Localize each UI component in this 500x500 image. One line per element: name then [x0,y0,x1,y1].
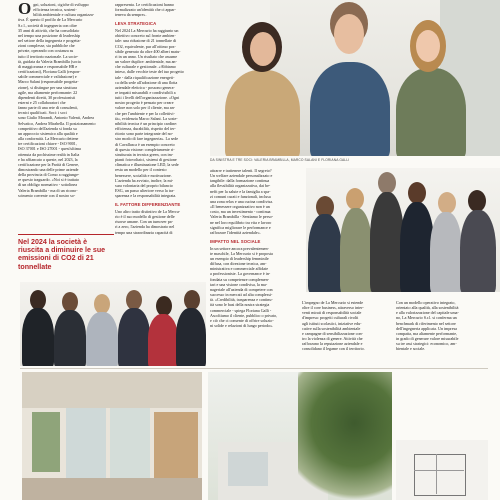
text-line: private, operando con costanza su [18,48,74,54]
text-line: risorse umane. Con un turnover pa- [115,219,173,225]
text-line: climatica e illuminazione LED, la sede [115,162,179,168]
text-line: inteso, dalle vecchie teste del tuo progetto [115,69,184,75]
pull-quote: Nel 2024 la società è riuscita a diminuire le sue emissioni di CO2 di 21 tonnellate [18,238,106,271]
staff-group-photo-right [306,168,500,292]
text-line: certificazioni), Floriana Galli (respon- [18,69,81,75]
text-line: tro la violenza di genere. Attività che [302,336,363,342]
text-line: ottenuta da pochissime realtà in Italia [18,151,80,157]
text-line: nostro progetto è pensato per creare [115,100,174,106]
pull-quote-rule [18,234,114,235]
person-figure [86,312,118,366]
text-line: e ciò che ci consente di offrire soluzio- [210,317,274,323]
text-line: Un welfare aziendale personalizzato e [210,173,273,179]
text-line: Ascoltiamo il cliente, pubblico o privato, [210,312,278,318]
text-line: gni, soluzioni, cigiche di sviluppo [33,2,89,7]
text-line: rio è il suo modello di gestione delle [115,214,175,220]
top-photo-caption: DA SINISTRA E TRE SOCI: VALERIA BRAMBILLA, MARCO SALANI E FLORIANA GALLI [210,158,350,162]
article-column-2 [115,2,207,237]
text-line: 35 anni di attività, che ha consolidato [18,27,80,33]
text-line: tà. «Credibilità, trasparenza e continu- [210,297,273,303]
person-figure [308,214,342,292]
person-head [438,192,456,214]
text-line: nel settore della ingegneria e progetta- [18,38,81,44]
text-line: bilità ambientale e cultura organizza- [33,12,95,18]
text-line: re questo traguardo. «Noi si è trattato [18,177,80,183]
text-line: sparenza e la responsabilità integrata. [115,193,177,199]
text-line: tutto il territorio nazionale. La socie- [18,53,79,59]
person-head [126,290,142,310]
office-interior-photo [22,372,202,500]
text-line: su tre assi strategici: economico, am- [396,341,457,347]
text-line: tangibile: dalla formazione continua [210,178,270,184]
article-column-3 [210,168,302,330]
text-line: venti mirati di responsabilità sociale [302,310,362,316]
text-line: una zona relax e una cucina condivisa. [210,198,274,204]
person-figure [340,208,372,292]
text-line: ne nel loro equilibrio tra vita e lavoro [210,219,272,225]
text-line: nel tempo una posizione di leadership [18,32,80,38]
text-line: esterni e 25 collaboratori che [18,99,66,105]
floor-plan-image [396,440,488,500]
text-line: di Cavallasca è un esempio concreto [115,141,175,147]
text-line: ritorio sono parte integrante del no- [115,131,174,137]
col2-intro [115,2,207,17]
person-head [184,290,200,310]
text-line: e alla valorizzazione del capitale uma- [396,310,459,316]
section-title-leva-strategica: LEVA STRATEGICA [115,21,157,27]
person-face [416,30,440,62]
text-line: compatta, ma altamente performante, [396,330,458,336]
text-line: Uno altro tratto distintivo de La Mercu- [115,208,181,214]
text-line: sabile commerciale e validazione) e [18,74,77,80]
text-line: ISO 37001 e ISO 27001 - quest'ultima [18,146,81,152]
text-line: zione), si distingue per una struttura [18,84,77,90]
text-line: formalizzato un'identità che ci appar- [115,7,176,13]
text-line: dell'ingegneria applicata. Un impresa [396,325,457,331]
text-line: un approccio sistemico alla qualità e [18,130,78,136]
drop-cap: O [18,0,32,18]
person-head [156,296,172,316]
text-line: significa migliorare le performance e [210,224,271,230]
top-photo-three-partners [210,0,500,156]
person-figure [310,62,390,156]
text-line: efficienza tecnica, sosteni- [33,7,77,13]
person-head [62,292,78,312]
col3-section [210,246,302,329]
building-green-facade-photo [208,372,392,500]
text-line: tre certificazioni chiave - ISO 9001, [18,141,77,147]
text-line: di maggioranza e responsabile HR e [18,63,78,69]
section-title-impatto-sociale: IMPATTO NEL SOCIALE [210,239,261,245]
text-line: ri a zero, l'azienda ha dimostrato nel [115,224,175,230]
text-line: fanno parte di una rete di consulenti, [18,105,78,111]
text-line: tale: una riduzione di 21 tonnellate di [115,38,177,44]
person-figure [54,310,86,366]
col2-section1 [115,28,207,198]
person-head [94,294,110,314]
person-figure [225,70,300,156]
text-line: ità sono le basi della nostra strategia [210,302,270,308]
text-line: tale - dalla riqualificazione energeti- [115,74,175,80]
text-line: te maschile, La Mercurio si è proposta [210,250,273,256]
person-head [468,190,486,212]
text-line: tutti i livelli dell'organizzazione. «Ogni [115,95,180,101]
text-line: orientato alla qualità, alla sostenibilità [396,305,459,311]
article-column-5 [396,300,488,354]
text-line: L'impegno de La Mercurio si estende [302,300,364,305]
text-line: ni solide e relazioni di lungo periodo». [210,323,274,329]
text-line: e campagne di sensibilizzazione con- [302,330,363,336]
text-line: nageriale all'azienda di competere con [210,286,273,292]
person-face [250,32,276,66]
divider [20,368,488,369]
text-line: agile, ma altamente performante: 22 [18,89,78,95]
col4-paragraph [302,300,392,352]
text-line: CO2, equivalente, pur all'ottimo pos- [115,43,176,49]
text-line: pianti fotovoltaici, sistemi di gestione [115,157,177,163]
col5-paragraph [396,300,488,352]
text-line: che culturale e gestionale. «Abbiamo [115,64,176,70]
text-line: tiva. È questo il profilo de La Mercurio [18,17,83,23]
text-line: S.r.l., società di ingegneria con oltre [18,22,78,28]
staff-group-photo-left [20,282,206,366]
text-line: Valeria Brambilla - Sentiamo le perso- [210,214,274,220]
text-line: sura volontaria del proprio bilancio [115,182,173,188]
person-figure [176,308,206,366]
person-head [346,188,364,210]
text-line: zioni complesse, sia pubbliche che [18,43,75,49]
text-line: nefit per la salute e la famiglia a spa- [210,188,271,194]
text-line: Con un modello operativo integrato, [396,300,456,305]
text-line: rappresenta. Le certificazioni hanno [115,2,174,7]
col1-paragraph [18,2,110,198]
article-column-1 [18,2,110,200]
text-line: d'impresa: progetti culturali rivolti [302,315,359,321]
person-face [334,14,364,54]
text-line: Valeria Brambilla - ma di un ricono- [18,187,78,193]
text-line: costo, ma un investimento - continua [210,209,271,215]
text-line: dipendenti diretti, 30 professionisti [18,94,76,100]
text-line: In un settore ancora prevalentemen- [210,245,269,251]
text-line: benchmark di riferimento nel settore [396,320,456,326]
text-line: che per l'ambiente e per la collettivi- [115,110,175,116]
text-line: sono Giulio Morandi, Antonio Valenti, Andrea [18,115,94,121]
text-line: nibilità tecnica è un principio cardine: [115,120,178,126]
text-line: no, La Mercurio S.r.l. si conferma un [396,315,457,321]
text-line: ri in un anno. Un risultato che assume [115,53,178,59]
text-line: della provincia di Como a raggiunge- [18,172,80,178]
person-figure [400,202,434,292]
person-figure [22,308,54,366]
text-line: alla flessibilità organizzativa, dai be- [210,183,271,189]
person-figure [396,68,466,156]
text-line: competitivo dell'azienda si fonda su [18,125,77,131]
person-figure [460,210,496,292]
text-line: a professioniste. La governance è in- [210,271,271,277]
text-line: Selvatico, Andrea Mirabella. Il posizionamento [18,120,96,126]
text-line: scimento coerente con il nostro so- [18,192,76,198]
article-column-4 [302,300,392,354]
text-line: re impatti misurabili e condivisibili a [115,90,176,95]
text-line: obiettivo concreto sul fronte ambien- [115,33,176,39]
text-line: efficienza, durabilità, rispetto del ter- [115,126,176,132]
text-line: tari e una visione condivisa, la ma- [210,281,268,287]
text-line: cative sulla sostenibilità ambientale [302,325,361,331]
text-line: benessere, socialità e motivazione. [115,172,172,178]
text-line: Nel 2024 La Mercurio ha raggiunto un [115,28,179,34]
text-line: stro modo di fare ingegneria». La sede [115,136,179,142]
text-line: e ha affiancato a queste, nel 2023, la [18,156,78,162]
text-line: teneva da sempre». [115,12,147,18]
text-line: ESG, un passo ulteriore verso la tra- [115,187,175,193]
text-line: un valore duplice: ambientale, ma an- [115,59,177,65]
text-line: certificazione per la Parità di Genere, [18,161,80,167]
text-line: consolidano il legame con il territorio. [302,346,365,352]
text-line: di un obbligo normativo - sottolinea [18,182,78,188]
person-figure [430,212,462,292]
person-figure [148,314,178,366]
text-line: oltre il core business, attraverso inter- [302,305,364,311]
text-line: ministrativa e commerciale affidate [210,266,269,272]
text-line: rafforzare l'identità aziendale». [210,229,261,235]
text-line: di questa visione: completamente ri- [115,146,175,152]
text-line: bientale e sociale. [396,346,426,352]
text-line: resta un modello per il contesto [115,167,167,173]
person-head [378,172,396,194]
text-line: L'azienda ha avviato, inoltre, la mi- [115,177,174,183]
text-line: successo in mercati ad alta complessi- [210,292,273,298]
text-line: dimostrando una delle prime aziende [18,167,79,172]
text-line: strutturata in tecnica green, con im- [115,151,174,157]
section-title-fattore-differenziante: IL FATTORE DIFFERENZIANTE [115,202,181,208]
text-line: tecnici qualificati. Soci: i soci [18,110,67,116]
text-line: tà, guidata da Valeria Brambilla (socia [18,58,81,64]
col3-paragraph [210,168,302,235]
text-line: aziendale elettrica - possono genera- [115,84,175,90]
text-line: fondata su competenze complemen- [210,276,269,282]
text-line: Marco Salani (responsabile progetta- [18,79,79,85]
person-figure [370,192,404,292]
text-line: attrarre e trattenere talenti. Il segreto? [210,168,272,173]
text-line: un esempio di leadership femminile [210,256,269,261]
text-line: rafforzano la reputazione aziendale e [302,341,363,347]
person-head [408,182,426,204]
text-line: «Il benessere organizzativo non è un [210,204,270,210]
text-line: agli istituti scolastici, iniziative edu- [302,320,362,326]
person-figure [118,308,150,366]
text-line: commerciale - spiega Floriana Galli - [210,307,272,313]
text-line: ca della sede all'adozione di una flotta [115,79,178,85]
person-head [30,290,46,310]
text-line: valore non solo per il cliente, ma an- [115,105,176,111]
text-line: tà», evidenzia Marco Salani. La soste- [115,115,178,121]
text-line: alla conformità. La Mercurio detiene [18,136,79,142]
text-line: sibile generato da oltre 400 alberi matu- [115,48,181,54]
col2-section2 [115,209,207,235]
text-line: tempo una straordinaria capacità di [115,229,173,235]
text-line: diffusa, con direzione tecnica, am- [210,261,267,267]
text-line: zi comuni curati e funzionali, inclusa [210,193,271,199]
text-line: in grado di generare valore misurabile [396,336,459,342]
